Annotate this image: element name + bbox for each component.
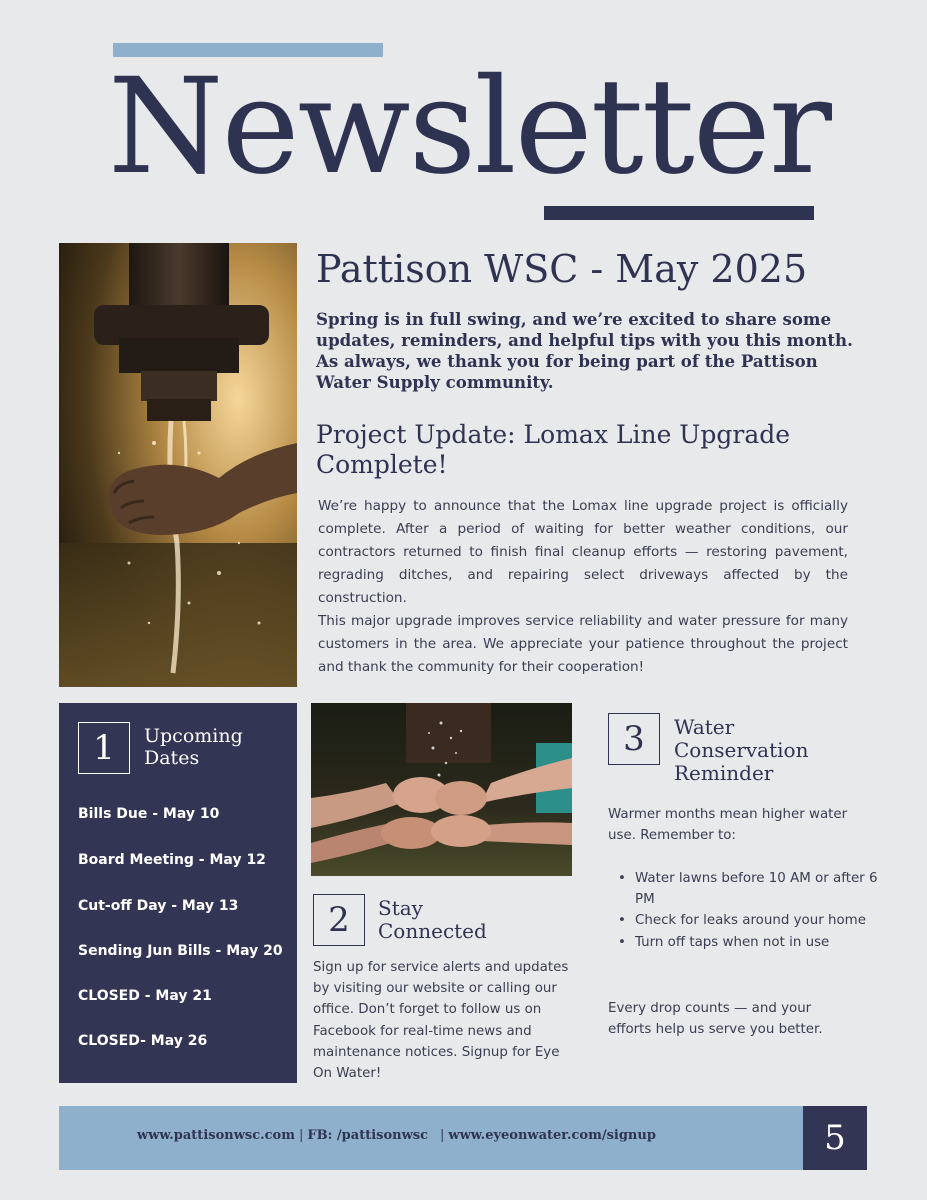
date-item: CLOSED- May 26 [78,1033,208,1049]
eyeonwater-link[interactable]: www.eyeonwater.com/signup [448,1128,656,1143]
website-link[interactable]: www.pattisonwsc.com [137,1128,295,1143]
masthead-title: Newsletter [108,50,830,204]
project-paragraph-1: We’re happy to announce that the Lomax line upgrade project is officially complete. After a period of waiting for better weather conditions, our contractors returned to finish final cleanup efforts — restoring pavement, regrading ditches, and repairing select driveways affected by the construction. [318,498,848,606]
water-conservation-intro: Warmer months mean higher water use. Remember to: [608,807,848,844]
page-number: 5 [803,1106,867,1170]
facebook-link[interactable]: FB: /pattisonwsc [307,1128,429,1143]
section-number-2: 2 [313,894,365,946]
section-number-1: 1 [78,722,130,774]
stay-connected-body: Sign up for service alerts and updates by visiting our website or calling our office. Don’t forget to follow us on Facebook for real-time news and maintenance notices. Signup for Eye On Water! [313,960,569,1082]
intro-paragraph: Spring is in full swing, and we’re excited to share some updates, reminders, and helpful tips with you this month. As always, we thank you for being part of the Pattison Water Supply community. [316,309,853,392]
hands-water-photo [311,703,572,876]
date-item: Board Meeting - May 12 [78,852,266,868]
section-number-3: 3 [608,713,660,765]
date-item: Sending Jun Bills - May 20 [78,943,283,959]
project-paragraph-2: This major upgrade improves service reliability and water pressure for many customers in the area. We appreciate your patience throughout the project and thank the community for their cooperation! [318,613,848,675]
footer-bar [59,1106,867,1170]
list-item: • Turn off taps when not in use [635,932,885,953]
upcoming-dates-title: Upcoming Dates [144,725,243,769]
footer-separator: | [440,1128,445,1143]
water-tips-list [608,868,885,953]
footer-separator: | [299,1128,304,1143]
newsletter-headline: Pattison WSC - May 2025 [316,247,808,291]
date-item: Bills Due - May 10 [78,806,220,822]
footer-links [137,1128,656,1143]
water-conservation-outro: Every drop counts — and your efforts help us serve you better. [608,1001,823,1038]
list-item: • Check for leaks around your home [635,910,885,931]
project-update-title: Project Update: Lomax Line Upgrade Complete! [316,420,791,479]
faucet-photo [59,243,297,687]
date-item: CLOSED - May 21 [78,988,212,1004]
project-update-body [318,495,848,679]
water-conservation-title: Water Conservation Reminder [674,715,809,785]
masthead-accent-bar-bottom [544,206,814,220]
list-item: • Water lawns before 10 AM or after 6 PM [635,868,885,910]
stay-connected-title: Stay Connected [378,896,487,943]
upcoming-dates-panel [59,703,297,1083]
date-item: Cut-off Day - May 13 [78,898,239,914]
